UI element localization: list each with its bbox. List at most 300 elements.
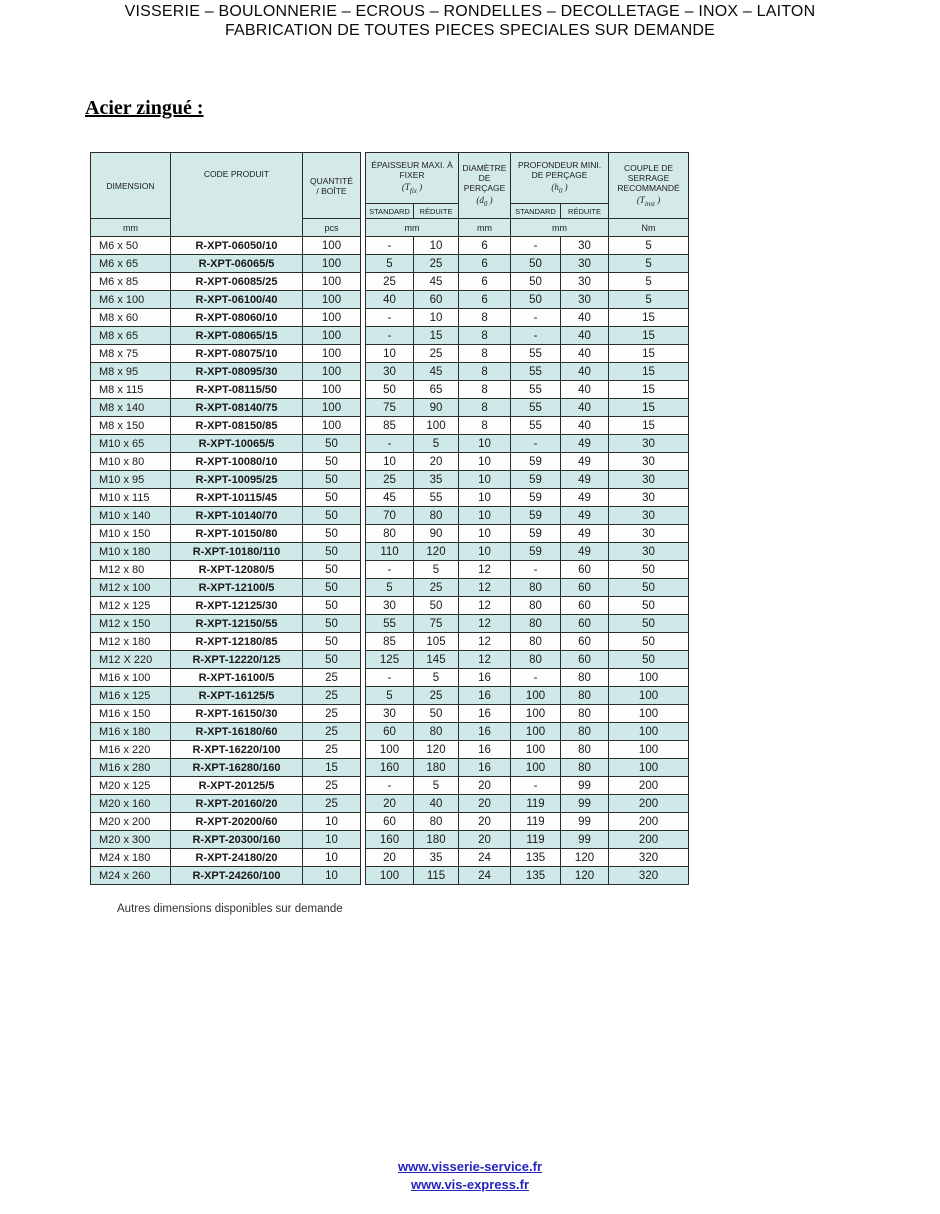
table-cell: - [366,777,414,795]
table-cell: 60 [561,579,609,597]
table-cell: 30 [561,237,609,255]
table-cell: R-XPT-16180/60 [171,723,303,741]
table-cell: M10 x 180 [91,543,171,561]
table-cell: 125 [366,651,414,669]
table-cell: M24 x 260 [91,867,171,885]
table-cell: 49 [561,525,609,543]
table-row [366,651,689,669]
table-cell: 100 [511,723,561,741]
table-row [366,615,689,633]
table-cell: 20 [459,795,511,813]
table-row [366,237,689,255]
table-cell: M12 x 180 [91,633,171,651]
table-cell: 50 [609,579,689,597]
table-cell: 25 [366,273,414,291]
table-cell: 55 [511,417,561,435]
table-cell: 100 [414,417,459,435]
table-cell: 10 [303,867,361,885]
table-cell: 24 [459,867,511,885]
table-cell: 80 [561,687,609,705]
table-cell: 40 [561,309,609,327]
table-cell: 50 [303,471,361,489]
table-cell: M12 x 125 [91,597,171,615]
table-cell: 49 [561,435,609,453]
table-row [91,867,361,885]
table-cell: 8 [459,345,511,363]
table-cell: M24 x 180 [91,849,171,867]
table-cell: 55 [366,615,414,633]
table-cell: 30 [366,705,414,723]
table-cell: 119 [511,795,561,813]
table-cell: 100 [303,399,361,417]
table-cell: 320 [609,867,689,885]
table-cell: 8 [459,417,511,435]
table-cell: 25 [303,777,361,795]
table-cell: 30 [609,507,689,525]
table-cell: R-XPT-12150/55 [171,615,303,633]
table-cell: M16 x 100 [91,669,171,687]
table-cell: 80 [511,633,561,651]
table-cell: R-XPT-08115/50 [171,381,303,399]
table-row [366,597,689,615]
table-cell: 99 [561,777,609,795]
table-row [366,417,689,435]
table-cell: 100 [303,255,361,273]
table-cell: 16 [459,723,511,741]
profondeur-symbol: ($h_0$ ) [551,182,568,195]
table-cell: 25 [414,255,459,273]
table-row [366,363,689,381]
table-row [366,741,689,759]
table-cell: 20 [366,849,414,867]
table-cell: 50 [414,597,459,615]
footnote: Autres dimensions disponibles sur demande [117,903,343,915]
table-cell: 50 [609,633,689,651]
table-cell: 60 [414,291,459,309]
table-cell: 50 [609,615,689,633]
table-cell: M8 x 150 [91,417,171,435]
table-cell: 100 [303,273,361,291]
table-cell: 60 [561,561,609,579]
table-row [91,435,361,453]
table-cell: 15 [609,363,689,381]
table-row [366,831,689,849]
table-cell: - [511,669,561,687]
table-cell: R-XPT-06065/5 [171,255,303,273]
table-cell: M8 x 140 [91,399,171,417]
table-cell: 80 [511,597,561,615]
table-cell: 80 [561,741,609,759]
section-title: Acier zingué : [85,97,204,119]
table-cell: 10 [366,453,414,471]
diametre-symbol: ($d_0$ ) [476,194,493,208]
table-row [366,867,689,885]
table-cell: 50 [303,561,361,579]
table-cell: 16 [459,705,511,723]
table-row [91,417,361,435]
table-row [91,453,361,471]
table-row [91,327,361,345]
table-row [366,561,689,579]
table-cell: 49 [561,507,609,525]
table-cell: 12 [459,615,511,633]
table-row [91,849,361,867]
table-cell: 80 [561,723,609,741]
table-cell: 45 [366,489,414,507]
table-row [366,471,689,489]
table-cell: R-XPT-06050/10 [171,237,303,255]
table-cell: 50 [303,597,361,615]
header-row [366,153,689,204]
table-cell: 50 [609,597,689,615]
epaisseur-reduite-header: RÉDUITE [414,204,459,219]
table-cell: 20 [459,831,511,849]
table-cell: R-XPT-08065/15 [171,327,303,345]
table-cell: 5 [609,237,689,255]
table-cell: M8 x 115 [91,381,171,399]
table-row [91,291,361,309]
table-cell: 30 [561,273,609,291]
table-row [91,309,361,327]
table-cell: 45 [414,273,459,291]
table-cell: 30 [609,543,689,561]
table-cell: R-XPT-10150/80 [171,525,303,543]
table-row [366,291,689,309]
table-cell: 60 [561,651,609,669]
table-cell: 180 [414,759,459,777]
table-cell: 5 [366,255,414,273]
table-cell: 30 [609,525,689,543]
table-cell: 30 [561,255,609,273]
table-row [91,255,361,273]
table-row [91,669,361,687]
table-cell: M16 x 220 [91,741,171,759]
table-cell: 60 [561,633,609,651]
table-cell: 40 [561,399,609,417]
table-cell: 10 [303,831,361,849]
table-cell: 200 [609,813,689,831]
table-cell: 100 [609,669,689,687]
table-cell: R-XPT-16150/30 [171,705,303,723]
table-cell: R-XPT-10180/110 [171,543,303,561]
table-cell: 75 [414,615,459,633]
table-cell: 25 [414,579,459,597]
table-cell: 100 [366,741,414,759]
table-cell: 100 [303,345,361,363]
table-cell: 5 [414,669,459,687]
table-row [91,489,361,507]
table-cell: 200 [609,795,689,813]
table-cell: 8 [459,309,511,327]
table-cell: 10 [414,309,459,327]
table-cell: 50 [303,453,361,471]
table-cell: 25 [303,723,361,741]
table-cell: 55 [511,381,561,399]
table-cell: 8 [459,381,511,399]
table-cell: - [511,237,561,255]
table-cell: 10 [414,237,459,255]
table-row [366,705,689,723]
table-cell: 55 [414,489,459,507]
table-cell: 85 [366,417,414,435]
table-cell: 100 [511,759,561,777]
table-cell: R-XPT-08060/10 [171,309,303,327]
table-cell: 160 [366,759,414,777]
table-cell: 60 [561,615,609,633]
header-units-row [366,219,689,237]
profondeur-standard-header: STANDARD [511,204,561,219]
table-cell: 35 [414,849,459,867]
table-row [91,795,361,813]
table-cell: 100 [303,291,361,309]
product-table-right [365,152,689,885]
table-row [91,615,361,633]
table-cell: 100 [609,687,689,705]
table-cell: 60 [561,597,609,615]
table-row [366,525,689,543]
table-cell: M16 x 150 [91,705,171,723]
table-cell: 50 [303,507,361,525]
link-visserie-service[interactable]: www.visserie-service.fr [397,1159,543,1174]
table-cell: 50 [303,615,361,633]
table-cell: 99 [561,813,609,831]
table-cell: 10 [459,471,511,489]
table-cell: M16 x 180 [91,723,171,741]
table-cell: 120 [561,849,609,867]
table-cell: 145 [414,651,459,669]
table-cell: M20 x 160 [91,795,171,813]
table-cell: 120 [414,741,459,759]
table-cell: 49 [561,471,609,489]
table-cell: 135 [511,867,561,885]
table-cell: 100 [303,327,361,345]
table-cell: 16 [459,669,511,687]
table-cell: 5 [609,273,689,291]
table-cell: 115 [414,867,459,885]
table-cell: 40 [561,327,609,345]
table-cell: 80 [511,651,561,669]
page-header-line1: VISSERIE – BOULONNERIE – ECROUS – RONDELLES – DECOLLETAGE – INOX – LAITON [124,3,816,20]
table-cell: 30 [609,489,689,507]
table-cell: R-XPT-20300/160 [171,831,303,849]
unit-quantity: pcs [303,219,361,237]
table-cell: M10 x 115 [91,489,171,507]
table-cell: - [511,777,561,795]
table-cell: - [366,309,414,327]
footer-links [0,1158,940,1194]
table-cell: 5 [366,579,414,597]
table-cell: 30 [609,435,689,453]
profondeur-reduite-header: RÉDUITE [561,204,609,219]
table-cell: - [366,237,414,255]
table-cell: R-XPT-08095/30 [171,363,303,381]
table-row [91,759,361,777]
table-row [366,669,689,687]
table-cell: M16 x 125 [91,687,171,705]
table-cell: 45 [414,363,459,381]
table-cell: 5 [609,291,689,309]
table-cell: 80 [414,813,459,831]
table-cell: 20 [459,813,511,831]
unit-couple: Nm [609,219,689,237]
table-cell: R-XPT-16100/5 [171,669,303,687]
table-cell: R-XPT-10140/70 [171,507,303,525]
table-cell: 50 [303,543,361,561]
table-row [366,381,689,399]
table-cell: M12 X 220 [91,651,171,669]
table-row [91,471,361,489]
table-cell: - [511,561,561,579]
table-cell: 6 [459,237,511,255]
table-cell: M6 x 65 [91,255,171,273]
table-cell: R-XPT-24260/100 [171,867,303,885]
table-cell: R-XPT-16125/5 [171,687,303,705]
table-cell: M8 x 60 [91,309,171,327]
table-row [91,363,361,381]
table-cell: 59 [511,507,561,525]
table-row [91,237,361,255]
table-cell: 49 [561,543,609,561]
table-row [366,795,689,813]
col-code-header: CODE PRODUIT [171,153,303,237]
table-row [366,723,689,741]
table-cell: 120 [561,867,609,885]
table-cell: 119 [511,831,561,849]
table-cell: 10 [459,507,511,525]
table-row [366,849,689,867]
table-cell: 55 [511,363,561,381]
table-cell: 15 [609,309,689,327]
table-cell: 100 [609,741,689,759]
table-cell: 50 [303,489,361,507]
table-cell: 50 [511,255,561,273]
table-cell: 59 [511,489,561,507]
table-row [91,597,361,615]
table-cell: 100 [609,705,689,723]
table-cell: M20 x 200 [91,813,171,831]
table-cell: 24 [459,849,511,867]
table-cell: 80 [366,525,414,543]
table-cell: 10 [459,435,511,453]
table-row [91,273,361,291]
table-cell: 49 [561,489,609,507]
table-cell: 90 [414,525,459,543]
table-cell: R-XPT-06085/25 [171,273,303,291]
table-cell: - [366,435,414,453]
table-cell: 12 [459,651,511,669]
table-cell: M10 x 150 [91,525,171,543]
table-cell: M10 x 65 [91,435,171,453]
unit-dimension: mm [91,219,171,237]
table-cell: R-XPT-08150/85 [171,417,303,435]
table-cell: 59 [511,543,561,561]
table-cell: 80 [511,579,561,597]
table-cell: R-XPT-20200/60 [171,813,303,831]
table-cell: 80 [561,705,609,723]
col-quantity-header: QUANTITÉ / BOÎTE [303,153,361,219]
col-couple-header: COUPLE DE SERRAGE RECOMMANDÉ ($T_{inst}$ ) [609,153,689,219]
table-row [366,345,689,363]
table-cell: 30 [609,471,689,489]
table-row [91,813,361,831]
table-cell: 80 [561,669,609,687]
table-cell: 20 [459,777,511,795]
table-cell: 35 [414,471,459,489]
table-cell: 40 [561,363,609,381]
table-row [366,453,689,471]
table-cell: 119 [511,813,561,831]
table-cell: M6 x 100 [91,291,171,309]
table-cell: 135 [511,849,561,867]
table-cell: 49 [561,453,609,471]
table-cell: 25 [303,795,361,813]
table-cell: 25 [303,741,361,759]
table-cell: 5 [609,255,689,273]
table-cell: R-XPT-16220/100 [171,741,303,759]
table-cell: M6 x 85 [91,273,171,291]
table-cell: 10 [366,345,414,363]
table-row [91,633,361,651]
table-cell: 30 [561,291,609,309]
table-cell: 75 [366,399,414,417]
table-cell: 60 [366,813,414,831]
table-row [366,255,689,273]
table-cell: 15 [303,759,361,777]
table-cell: R-XPT-20125/5 [171,777,303,795]
table-cell: 25 [303,669,361,687]
table-row [366,489,689,507]
link-vis-express[interactable]: www.vis-express.fr [410,1177,529,1192]
table-row [91,543,361,561]
table-row [91,399,361,417]
table-row [91,345,361,363]
table-cell: R-XPT-06100/40 [171,291,303,309]
table-cell: 25 [303,687,361,705]
table-cell: 59 [511,453,561,471]
table-cell: 80 [414,723,459,741]
table-row [366,327,689,345]
table-cell: 40 [366,291,414,309]
table-row [91,741,361,759]
table-cell: R-XPT-08075/10 [171,345,303,363]
table-cell: 59 [511,471,561,489]
table-row [366,543,689,561]
table-cell: M20 x 300 [91,831,171,849]
table-cell: R-XPT-12180/85 [171,633,303,651]
table-cell: R-XPT-12080/5 [171,561,303,579]
table-cell: M12 x 150 [91,615,171,633]
table-cell: 55 [511,345,561,363]
table-cell: 99 [561,831,609,849]
table-row [366,435,689,453]
table-cell: - [366,327,414,345]
table-cell: 80 [561,759,609,777]
table-cell: 100 [511,741,561,759]
table-cell: 50 [511,273,561,291]
page-header-line2: FABRICATION DE TOUTES PIECES SPECIALES SUR DEMANDE [224,22,716,39]
table-cell: R-XPT-12100/5 [171,579,303,597]
table-cell: 50 [366,381,414,399]
table-cell: 20 [366,795,414,813]
table-cell: 15 [609,381,689,399]
table-cell: 10 [303,849,361,867]
col-profondeur-header: PROFONDEUR MINI. DE PERÇAGE ($h_0$ ) [511,153,609,204]
table-cell: 320 [609,849,689,867]
table-cell: 160 [366,831,414,849]
table-row [366,687,689,705]
epaisseur-standard-header: STANDARD [366,204,414,219]
table-row [91,561,361,579]
